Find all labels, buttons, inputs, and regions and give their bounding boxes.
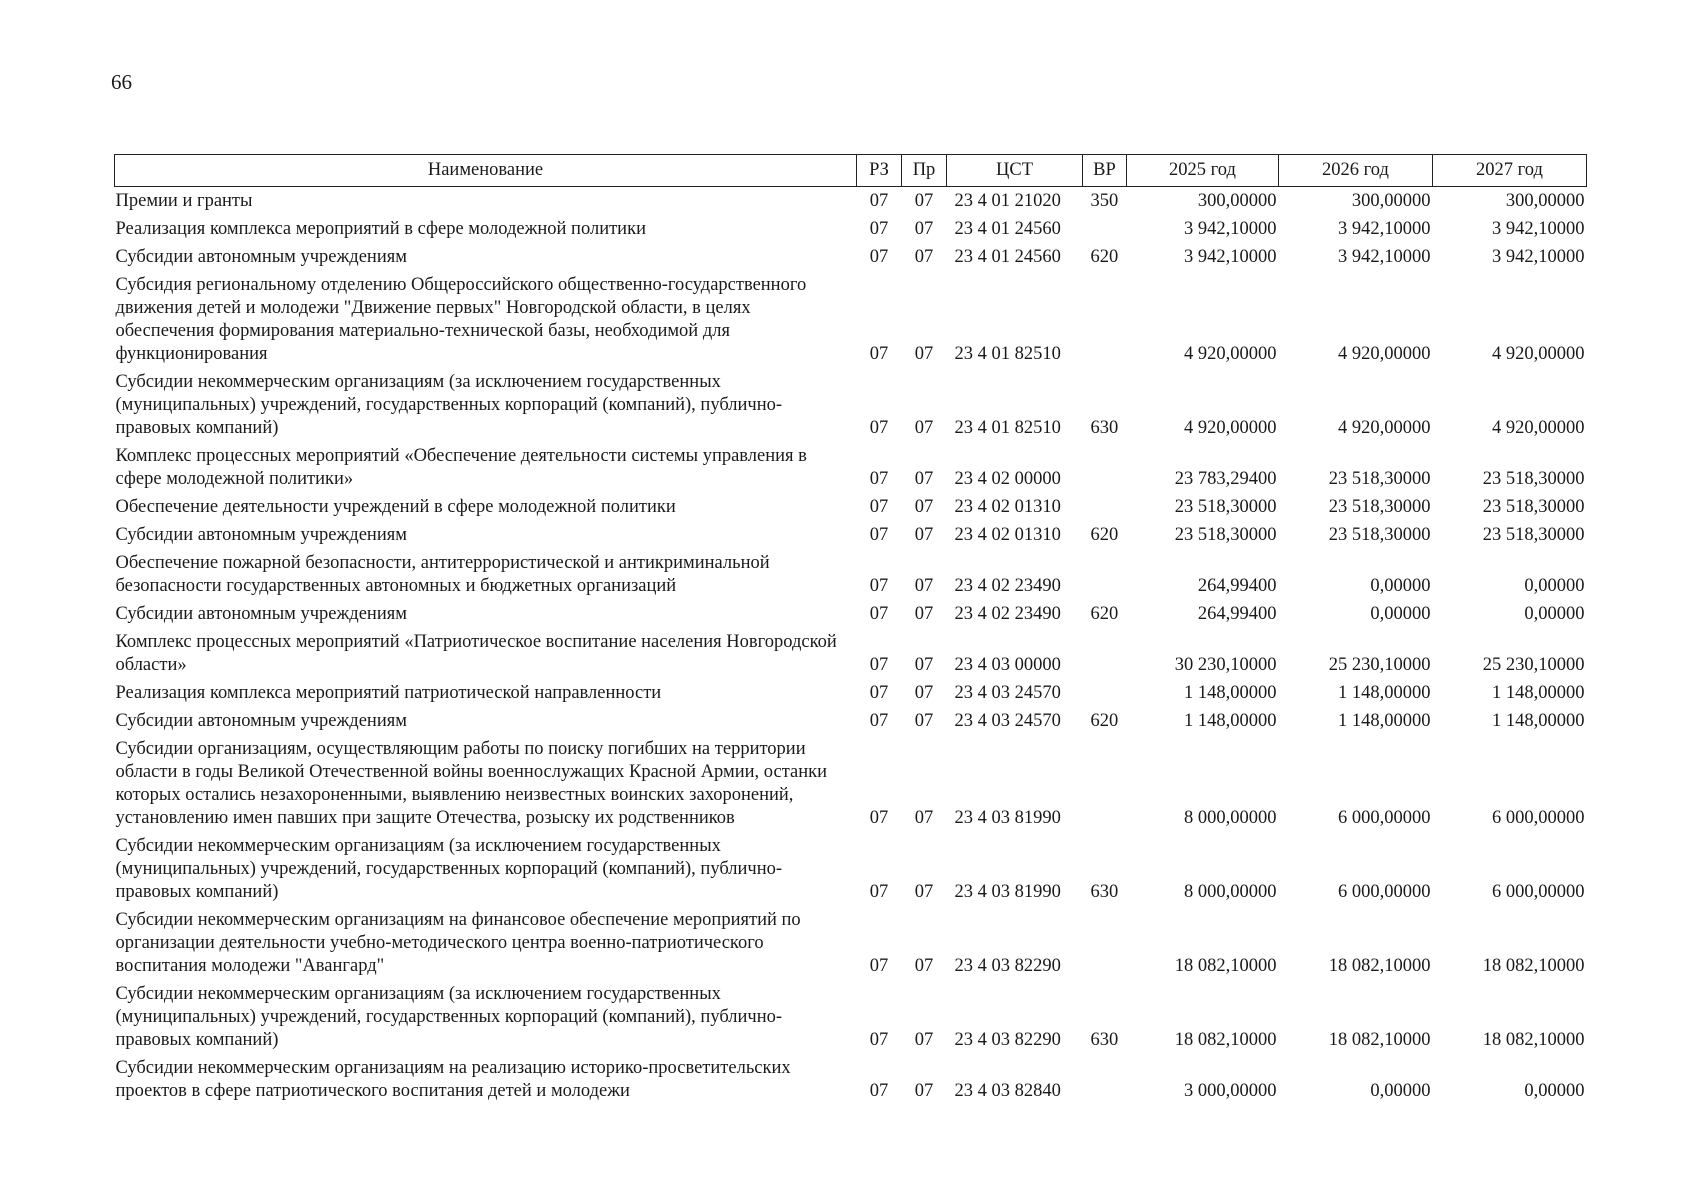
row-vr (1083, 215, 1127, 243)
row-name: Субсидии организациям, осуществляющим работы по поиску погибших на территории области в годы Великой Отечественной войны военнослужащих Красной Армии, останки которых остались незахороненными, выявлению неизвестных воинских захоронений, установлению имен павших при защите Отечества, розыску их родственников (115, 739, 828, 828)
row-2025: 8 000,00000 (1184, 882, 1277, 902)
row-name: Субсидии некоммерческим организациям (за исключением государственных (муниципальных) учреждений, государственных корпораций (компаний), публично-правовых компаний) (115, 984, 783, 1050)
table-body (115, 187, 1587, 1106)
row-vr: 620 (1090, 711, 1119, 731)
row-name: Субсидии автономным учреждениям (115, 247, 407, 267)
table-row (115, 368, 1587, 442)
row-name: Субсидия региональному отделению Общероссийского общественно-государственного движения детей и молодежи "Движение первых" Новгородской области, в целях обеспечения формирования материально-технической базы, необходимой для функционирования (115, 275, 807, 364)
budget-table (114, 154, 1587, 1105)
row-name: Субсидии автономным учреждениям (115, 525, 407, 545)
row-cst: 23 4 01 24560 (954, 219, 1061, 239)
row-rz: 07 (869, 219, 889, 239)
row-vr (1083, 493, 1127, 521)
row-vr: 620 (1090, 247, 1119, 267)
row-2025: 264,99400 (1197, 576, 1277, 596)
row-cst: 23 4 03 82290 (954, 1030, 1061, 1050)
table-row (115, 679, 1587, 707)
row-2026: 18 082,10000 (1328, 1030, 1431, 1050)
row-name: Обеспечение пожарной безопасности, антитеррористической и антикриминальной безопасности государственных автономных и бюджетных организаций (115, 553, 770, 596)
row-vr (1083, 679, 1127, 707)
row-pr: 07 (914, 469, 934, 489)
row-2026: 4 920,00000 (1338, 344, 1431, 364)
row-vr: 620 (1090, 604, 1119, 624)
row-2025: 18 082,10000 (1174, 956, 1277, 976)
table-row (115, 600, 1587, 628)
table-row (115, 980, 1587, 1054)
header-cst: ЦСТ (947, 155, 1083, 187)
row-2026: 0,00000 (1370, 604, 1431, 624)
header-vr: ВР (1083, 155, 1127, 187)
row-name: Субсидии автономным учреждениям (115, 711, 407, 731)
row-rz: 07 (869, 808, 889, 828)
row-2027: 6 000,00000 (1492, 882, 1585, 902)
table-row (115, 521, 1587, 549)
header-rz: РЗ (857, 155, 902, 187)
row-vr (1083, 906, 1127, 980)
row-2027: 1 148,00000 (1492, 711, 1585, 731)
table-row (115, 215, 1587, 243)
row-2026: 23 518,30000 (1328, 525, 1431, 545)
row-pr: 07 (914, 655, 934, 675)
row-2027: 18 082,10000 (1482, 956, 1585, 976)
row-cst: 23 4 03 81990 (954, 882, 1061, 902)
row-2027: 1 148,00000 (1492, 683, 1585, 703)
row-vr: 630 (1090, 882, 1119, 902)
row-cst: 23 4 02 00000 (954, 469, 1061, 489)
row-name: Реализация комплекса мероприятий патриотической направленности (115, 683, 662, 703)
row-2025: 3 000,00000 (1184, 1081, 1277, 1101)
row-2027: 4 920,00000 (1492, 418, 1585, 438)
row-cst: 23 4 01 21020 (954, 191, 1061, 211)
row-2025: 4 920,00000 (1184, 344, 1277, 364)
row-2027: 3 942,10000 (1492, 219, 1585, 239)
row-vr: 630 (1090, 1030, 1119, 1050)
row-2026: 6 000,00000 (1338, 808, 1431, 828)
row-vr (1083, 735, 1127, 832)
row-rz: 07 (869, 247, 889, 267)
row-cst: 23 4 03 81990 (954, 808, 1061, 828)
row-2025: 3 942,10000 (1184, 247, 1277, 267)
table-row (115, 628, 1587, 679)
row-2027: 23 518,30000 (1482, 497, 1585, 517)
row-cst: 23 4 01 82510 (954, 418, 1061, 438)
row-2026: 3 942,10000 (1338, 219, 1431, 239)
row-pr: 07 (914, 711, 934, 731)
row-name: Субсидии некоммерческим организациям (за исключением государственных (муниципальных) учреждений, государственных корпораций (компаний), публично-правовых компаний) (115, 372, 783, 438)
row-rz: 07 (869, 604, 889, 624)
row-pr: 07 (914, 525, 934, 545)
row-2026: 23 518,30000 (1328, 469, 1431, 489)
row-rz: 07 (869, 191, 889, 211)
row-rz: 07 (869, 525, 889, 545)
row-pr: 07 (914, 956, 934, 976)
row-2027: 6 000,00000 (1492, 808, 1585, 828)
row-pr: 07 (914, 418, 934, 438)
row-pr: 07 (914, 1030, 934, 1050)
row-rz: 07 (869, 956, 889, 976)
row-name: Субсидии некоммерческим организациям на финансовое обеспечение мероприятий по организации деятельности учебно-методического центра военно-патриотического воспитания молодежи "Авангард" (115, 910, 801, 976)
row-cst: 23 4 03 00000 (954, 655, 1061, 675)
header-2025: 2025 год (1127, 155, 1279, 187)
row-pr: 07 (914, 576, 934, 596)
table-row (115, 493, 1587, 521)
row-cst: 23 4 03 82290 (954, 956, 1061, 976)
row-2026: 0,00000 (1370, 1081, 1431, 1101)
row-2027: 0,00000 (1524, 576, 1585, 596)
row-rz: 07 (869, 683, 889, 703)
table-row (115, 442, 1587, 493)
row-2025: 1 148,00000 (1184, 711, 1277, 731)
row-vr (1083, 628, 1127, 679)
table-row (115, 906, 1587, 980)
row-2026: 18 082,10000 (1328, 956, 1431, 976)
row-2025: 23 518,30000 (1174, 525, 1277, 545)
header-name: Наименование (115, 155, 857, 187)
row-2027: 25 230,10000 (1482, 655, 1585, 675)
row-2027: 18 082,10000 (1482, 1030, 1585, 1050)
row-rz: 07 (869, 711, 889, 731)
row-cst: 23 4 03 24570 (954, 683, 1061, 703)
row-2025: 1 148,00000 (1184, 683, 1277, 703)
row-2027: 0,00000 (1524, 1081, 1585, 1101)
row-name: Субсидии некоммерческим организациям (за исключением государственных (муниципальных) учреждений, государственных корпораций (компаний), публично-правовых компаний) (115, 836, 783, 902)
row-name: Обеспечение деятельности учреждений в сфере молодежной политики (115, 497, 676, 517)
row-pr: 07 (914, 882, 934, 902)
row-vr: 620 (1090, 525, 1119, 545)
row-pr: 07 (914, 219, 934, 239)
row-rz: 07 (869, 1030, 889, 1050)
row-2026: 25 230,10000 (1328, 655, 1431, 675)
table-row (115, 243, 1587, 271)
table-row (115, 735, 1587, 832)
row-pr: 07 (914, 808, 934, 828)
row-pr: 07 (914, 344, 934, 364)
row-2027: 300,00000 (1505, 191, 1585, 211)
row-rz: 07 (869, 497, 889, 517)
row-2027: 23 518,30000 (1482, 469, 1585, 489)
table-row (115, 1054, 1587, 1105)
row-cst: 23 4 02 23490 (954, 604, 1061, 624)
row-vr (1083, 549, 1127, 600)
row-name: Премии и гранты (115, 191, 253, 211)
table-row (115, 271, 1587, 368)
row-2025: 4 920,00000 (1184, 418, 1277, 438)
row-name: Комплекс процессных мероприятий «Обеспечение деятельности системы управления в сфере молодежной политики» (115, 446, 807, 489)
row-rz: 07 (869, 1081, 889, 1101)
row-vr (1083, 442, 1127, 493)
row-2025: 300,00000 (1197, 191, 1277, 211)
row-rz: 07 (869, 882, 889, 902)
row-2027: 23 518,30000 (1482, 525, 1585, 545)
row-2026: 1 148,00000 (1338, 683, 1431, 703)
row-rz: 07 (869, 469, 889, 489)
table-header-row (115, 155, 1587, 187)
row-vr: 350 (1090, 191, 1119, 211)
row-cst: 23 4 03 24570 (954, 711, 1061, 731)
row-cst: 23 4 01 82510 (954, 344, 1061, 364)
row-pr: 07 (914, 497, 934, 517)
row-pr: 07 (914, 604, 934, 624)
row-pr: 07 (914, 683, 934, 703)
row-name: Реализация комплекса мероприятий в сфере молодежной политики (115, 219, 646, 239)
row-pr: 07 (914, 1081, 934, 1101)
row-rz: 07 (869, 418, 889, 438)
row-2026: 4 920,00000 (1338, 418, 1431, 438)
row-2027: 3 942,10000 (1492, 247, 1585, 267)
row-rz: 07 (869, 344, 889, 364)
row-rz: 07 (869, 655, 889, 675)
row-pr: 07 (914, 247, 934, 267)
row-vr: 630 (1090, 418, 1119, 438)
table-row (115, 707, 1587, 735)
row-2025: 3 942,10000 (1184, 219, 1277, 239)
row-vr (1083, 1054, 1127, 1105)
row-2025: 264,99400 (1197, 604, 1277, 624)
row-cst: 23 4 02 23490 (954, 576, 1061, 596)
header-pr: Пр (902, 155, 947, 187)
row-2025: 30 230,10000 (1174, 655, 1277, 675)
row-2027: 4 920,00000 (1492, 344, 1585, 364)
table-row (115, 187, 1587, 216)
row-2026: 1 148,00000 (1338, 711, 1431, 731)
row-cst: 23 4 03 82840 (954, 1081, 1061, 1101)
row-cst: 23 4 01 24560 (954, 247, 1061, 267)
row-name: Субсидии некоммерческим организациям на реализацию историко-просветительских проектов в сфере патриотического воспитания детей и молодежи (115, 1058, 791, 1101)
header-2026: 2026 год (1279, 155, 1433, 187)
row-rz: 07 (869, 576, 889, 596)
page-number: 66 (111, 70, 132, 94)
row-name: Субсидии автономным учреждениям (115, 604, 407, 624)
row-2027: 0,00000 (1524, 604, 1585, 624)
row-2026: 6 000,00000 (1338, 882, 1431, 902)
header-2027: 2027 год (1433, 155, 1587, 187)
row-2026: 0,00000 (1370, 576, 1431, 596)
row-2026: 300,00000 (1351, 191, 1431, 211)
table-row (115, 549, 1587, 600)
row-2025: 23 783,29400 (1174, 469, 1277, 489)
row-cst: 23 4 02 01310 (954, 497, 1061, 517)
row-2025: 18 082,10000 (1174, 1030, 1277, 1050)
row-2026: 23 518,30000 (1328, 497, 1431, 517)
row-vr (1083, 271, 1127, 368)
row-pr: 07 (914, 191, 934, 211)
row-cst: 23 4 02 01310 (954, 525, 1061, 545)
table-row (115, 832, 1587, 906)
row-2025: 23 518,30000 (1174, 497, 1277, 517)
row-2025: 8 000,00000 (1184, 808, 1277, 828)
row-2026: 3 942,10000 (1338, 247, 1431, 267)
row-name: Комплекс процессных мероприятий «Патриотическое воспитание населения Новгородской области» (115, 632, 837, 675)
